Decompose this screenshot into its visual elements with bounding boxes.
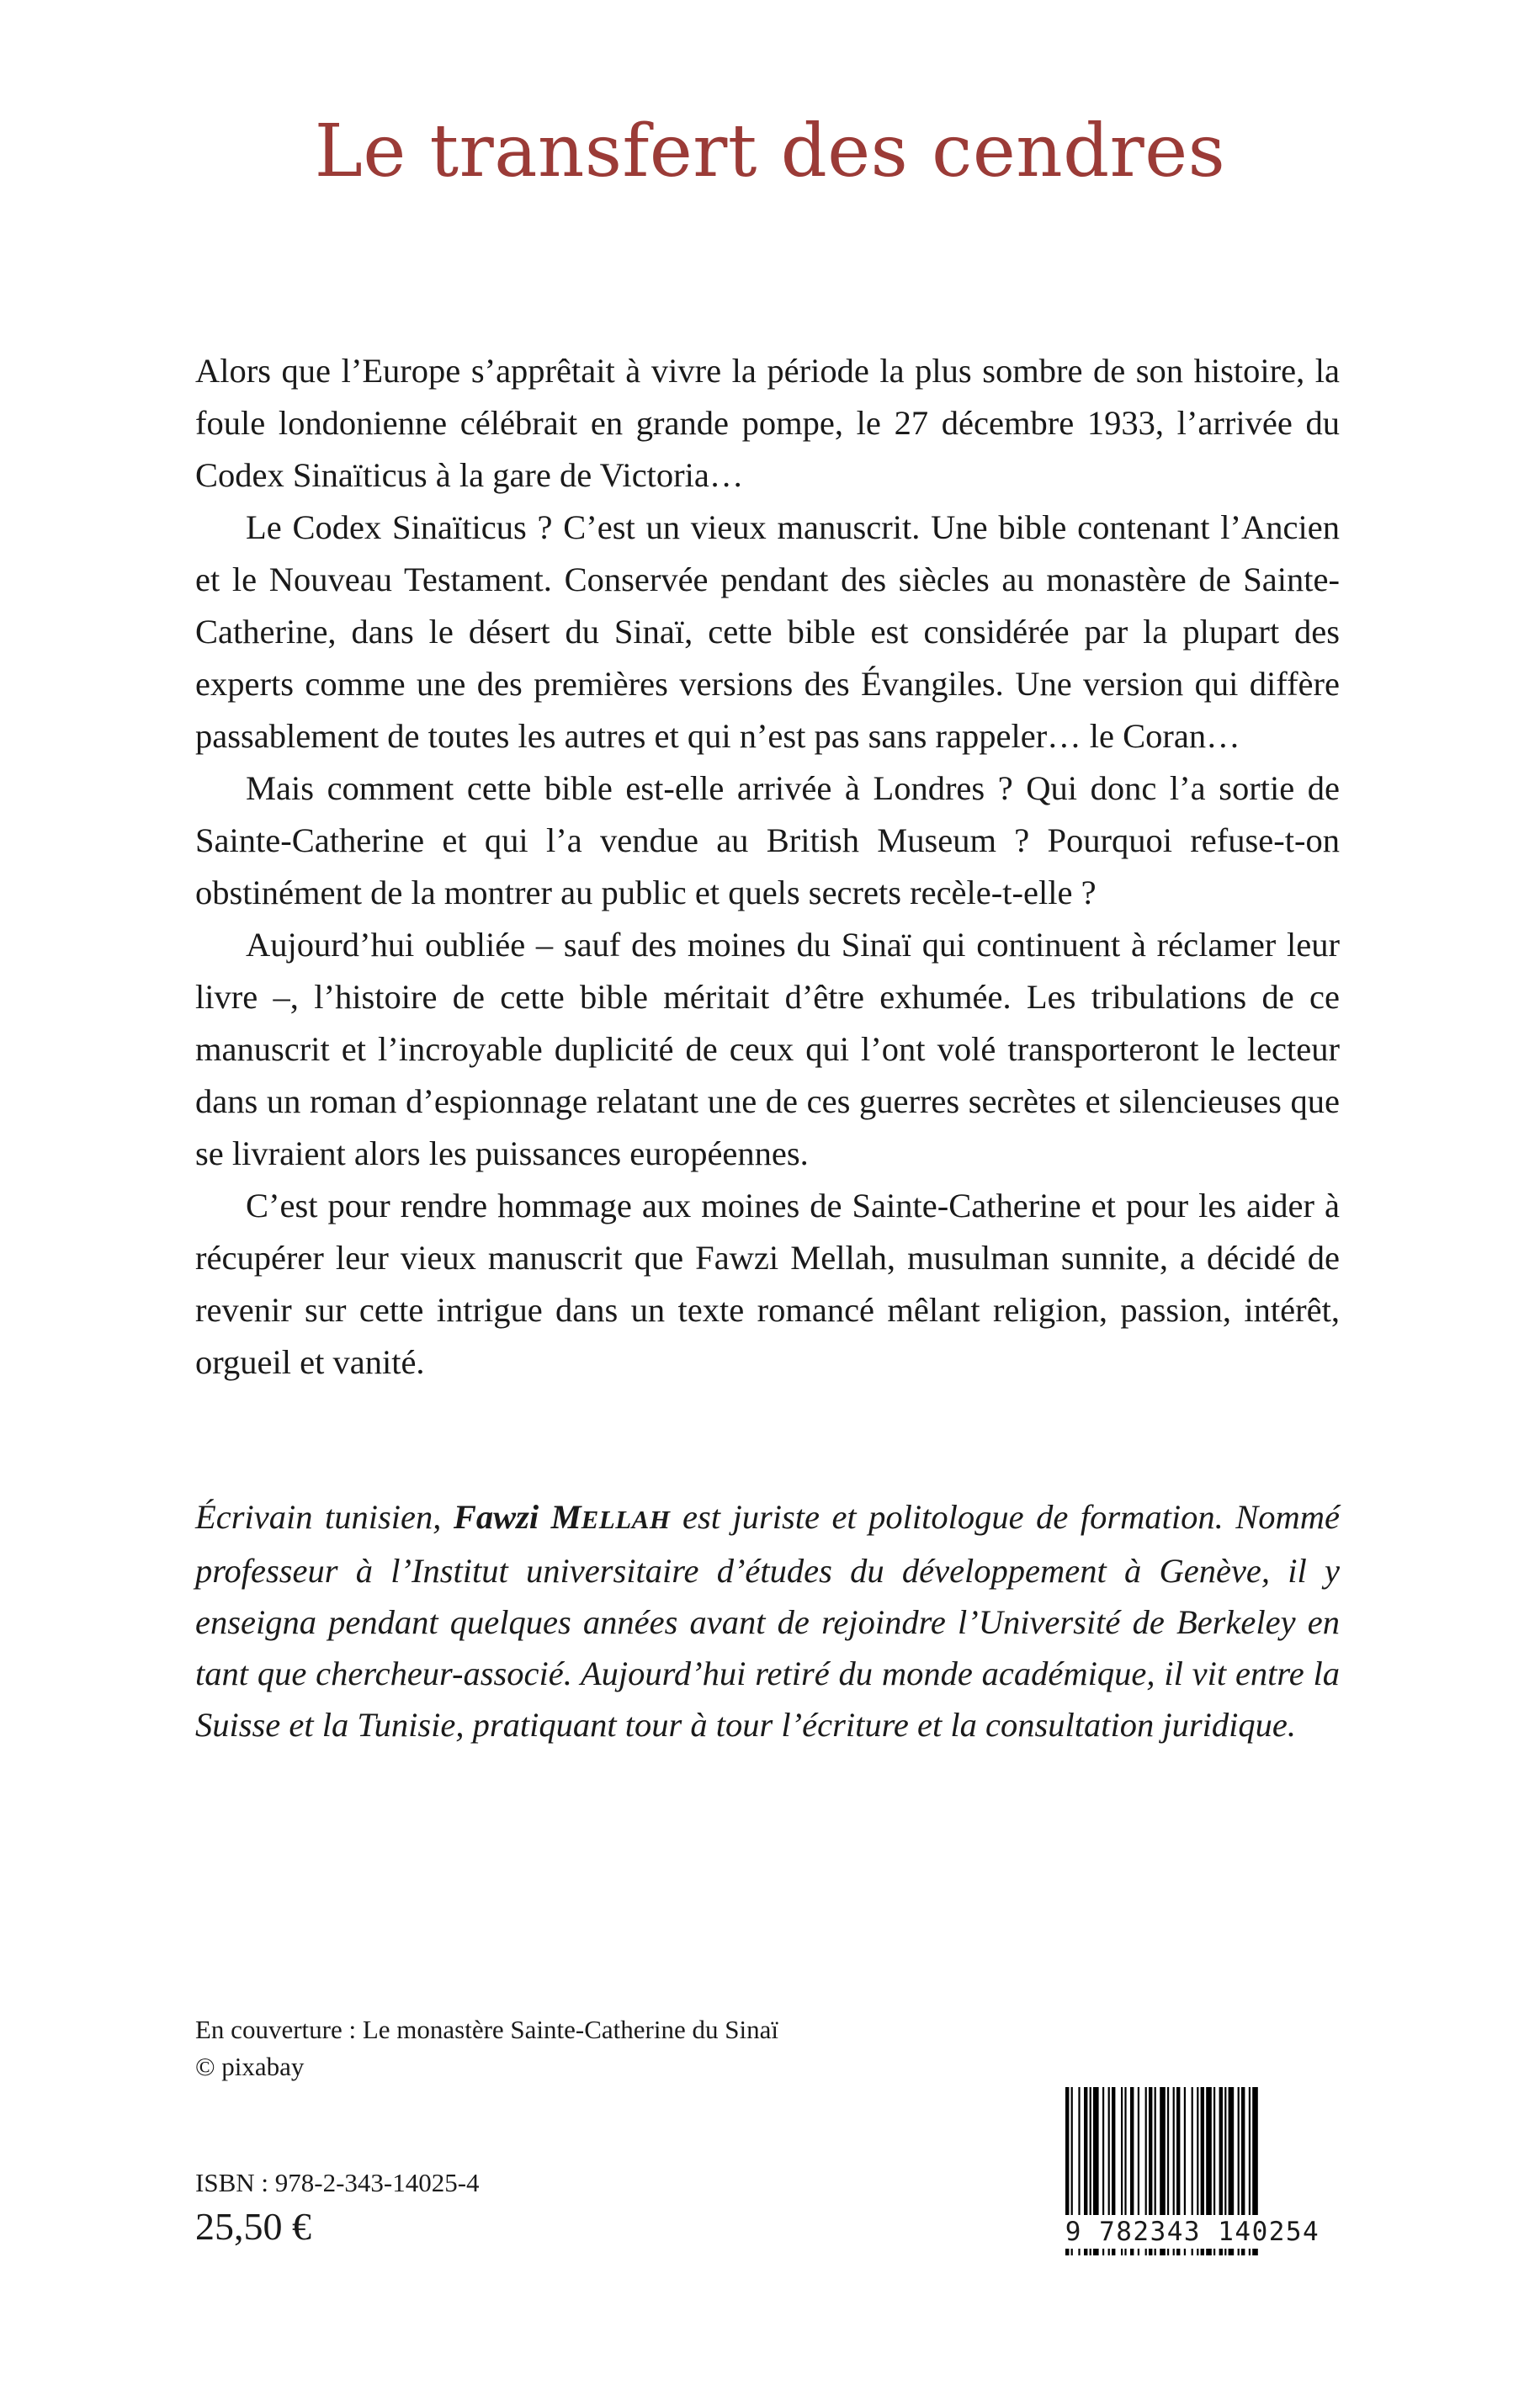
barcode-digits: 9 782343 140254 [1062, 2215, 1323, 2249]
author-name [454, 1498, 671, 1536]
blurb [195, 345, 1340, 1389]
price: 25,50 € [195, 2205, 311, 2248]
author-name-first: Fawzi M [453, 1498, 581, 1536]
author-bio [195, 1491, 1340, 1750]
author-name-rest: ELLAH [581, 1505, 671, 1534]
blurb-paragraph: Aujourd’hui oubliée – sauf des moines du Sinaï qui continuent à réclamer leur livre –, l’histoire de cette bible méritait d’être exhumée. Les tribulations de ce manuscrit et l’incroyable duplicité de ceux qui l’ont volé transporteront le lecteur dans un roman d’espionnage relatant une de ces guerres secrètes et silencieuses que se livraient alors les puissances européennes. [195, 926, 1340, 1172]
blurb-paragraph: C’est pour rendre hommage aux moines de Sainte-Catherine et pour les aider à récupérer leur vieux manuscrit que Fawzi Mellah, musulman sunnite, a décidé de revenir sur cette intrigue dans un texte romancé mêlant religion, passion, intérêt, orgueil et vanité. [195, 1187, 1340, 1381]
isbn: ISBN : 978-2-343-14025-4 [195, 2168, 480, 2197]
bio-text: est juriste et politologue de formation. Nommé professeur à l’Institut universitaire d’études du développement à Genève, il y enseigna pendant quelques années avant de rejoindre l’Université de Berkeley en tant que chercheur-associé. Aujourd’hui retiré du monde académique, il vit entre la Suisse et la Tunisie, pratiquant tour à tour l’écriture et la consultation juridique. [195, 1498, 1340, 1744]
cover-credit-line: En couverture : Le monastère Sainte-Catherine du Sinaï [195, 2015, 778, 2044]
blurb-paragraph: Alors que l’Europe s’apprêtait à vivre la période la plus sombre de son histoire, la foule londonienne célébrait en grande pompe, le 27 décembre 1933, l’arrivée du Codex Sinaïticus à la gare de Victoria… [195, 352, 1340, 494]
cover-credit [195, 2011, 778, 2085]
book-title: Le transfert des cendres [314, 109, 1226, 194]
blurb-paragraph: Mais comment cette bible est-elle arrivée à Londres ? Qui donc l’a sortie de Sainte-Catherine et qui l’a vendue au British Museum ? Pourquoi refuse-t-on obstinément de la montrer au public et quels secrets recèle-t-elle ? [195, 769, 1340, 911]
bio-intro: Écrivain tunisien, [195, 1498, 454, 1536]
photo-credit-line: © pixabay [195, 2052, 305, 2081]
blurb-paragraph: Le Codex Sinaïticus ? C’est un vieux manuscrit. Une bible contenant l’Ancien et le Nouveau Testament. Conservée pendant des siècles au monastère de Sainte-Catherine, dans le désert du Sinaï, cette bible est considérée par la plupart des experts comme une des premières versions des Évangiles. Une version qui diffère passablement de toutes les autres et qui n’est pas sans rappeler… le Coran… [195, 508, 1340, 755]
